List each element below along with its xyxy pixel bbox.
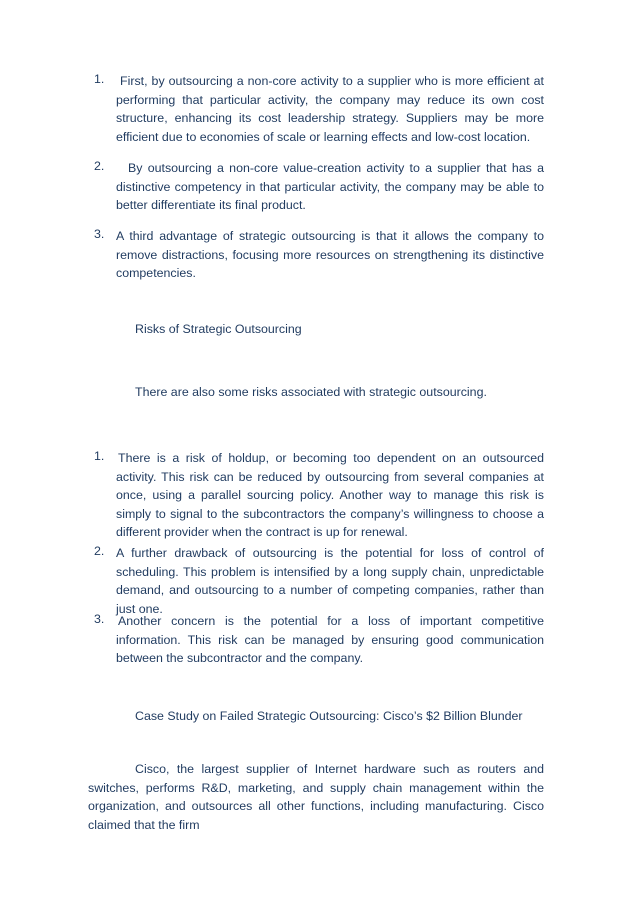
advantage-item-3: [94, 227, 544, 295]
list-number: 3.: [94, 612, 105, 626]
list-number: 1.: [94, 72, 105, 86]
risks-intro: There are also some risks associated with strategic outsourcing.: [135, 385, 487, 399]
advantage-item-1: [94, 72, 544, 158]
risk-item-1: [94, 449, 544, 554]
list-text: There is a risk of holdup, or becoming too dependent on an outsourced activity. This risk can be reduced by outsourcing from several companies at once, using a parallel sourcing policy. Another way to manage this risk is simply to signal to the subcontractors the company’s willingness to choose a different provider when the contract is up for renewal.: [116, 451, 544, 539]
risks-heading: Risks of Strategic Outsourcing: [135, 322, 302, 336]
list-text: Another concern is the potential for a loss of important competitive information. This risk can be managed by ensuring good communication between the subcontractor and the company.: [116, 614, 544, 665]
risk-item-3: [94, 612, 544, 680]
case-study-heading: Case Study on Failed Strategic Outsourcing: Cisco’s $2 Billion Blunder: [135, 709, 523, 723]
list-text: A third advantage of strategic outsourcing is that it allows the company to remove distractions, focusing more resources on strengthening its distinctive competencies.: [116, 229, 544, 280]
list-number: 1.: [94, 449, 105, 463]
list-text: First, by outsourcing a non-core activity to a supplier who is more efficient at performing that particular activity, the company may reduce its own cost structure, enhancing its cost leadership strategy. Suppliers may be more efficient due to economies of scale or learning effects and low-cost location.: [116, 74, 544, 144]
list-number: 2.: [94, 159, 105, 173]
list-text: A further drawback of outsourcing is the potential for loss of control of scheduling. This problem is intensified by a long supply chain, unpredictable demand, and outsourcing to a number of competing companies, rather than just one.: [116, 546, 544, 616]
list-number: 3.: [94, 227, 105, 241]
case-study-paragraph: Cisco, the largest supplier of Internet hardware such as routers and switches, performs R&D, marketing, and supply chain management within the organization, and outsources all other functions, including manufacturing. Cisco claimed that the firm: [88, 762, 544, 832]
list-number: 2.: [94, 544, 105, 558]
advantage-item-2: [94, 159, 544, 227]
list-text: By outsourcing a non-core value-creation activity to a supplier that has a distinctive competency in that particular activity, the company may be able to better differentiate its final product.: [116, 161, 544, 212]
